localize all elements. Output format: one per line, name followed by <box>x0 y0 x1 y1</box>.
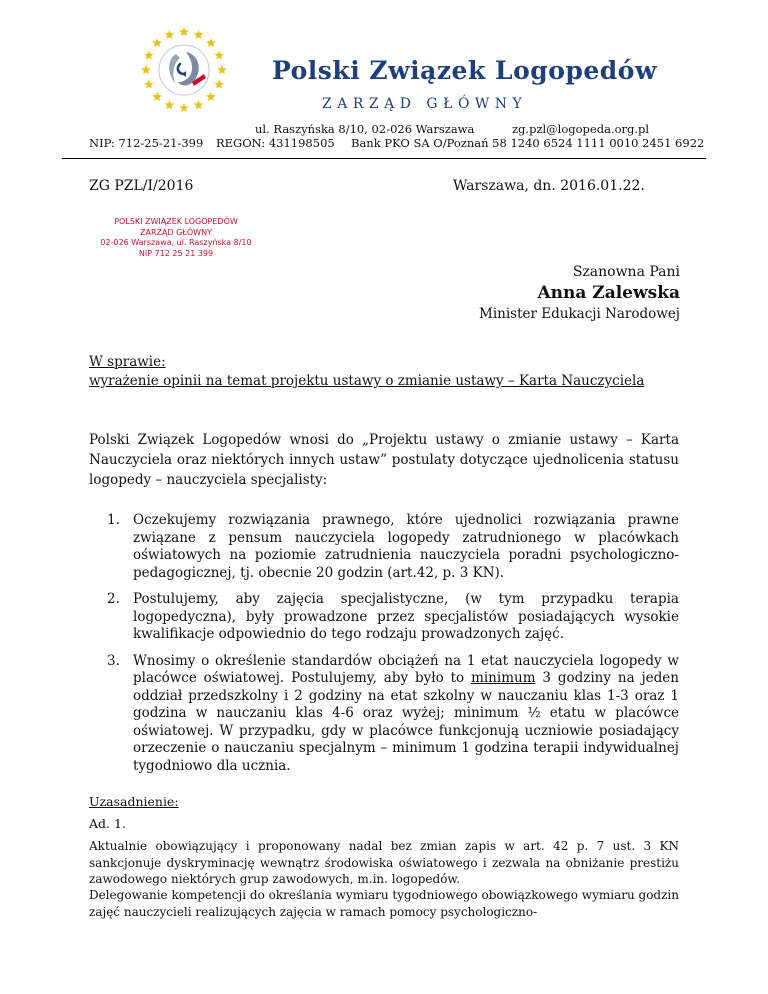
pzl-logo-icon <box>138 24 230 116</box>
org-regon: REGON: 431198505 <box>216 136 335 150</box>
star-icon <box>179 103 189 112</box>
star-icon <box>214 50 224 59</box>
star-icon <box>179 27 189 36</box>
org-stamp <box>86 217 266 259</box>
org-email[interactable]: zg.pzl@logopeda.org.pl <box>512 122 650 136</box>
salutation: Szanowna Pani <box>572 264 680 280</box>
stamp-line: NIP 712 25 21 399 <box>138 248 214 258</box>
list-item-number: 1. <box>107 512 120 528</box>
star-icon <box>165 100 175 109</box>
justification-paragraph: Aktualnie obowiązujący i proponowany nadal bez zmian zapis w art. 42 p. 7 ust. 3 KN sankcjonuje dyskryminację wewnątrz środowiska oświatowego i zezwala na obniżanie prestiżu zawodowego niektórych grup zawodowych, m.in. logopedów. <box>89 839 679 886</box>
star-icon <box>152 92 162 101</box>
intro-paragraph: Polski Związek Logopedów wnosi do „Projektu ustawy o zmianie ustawy – Karta Nauczyciela oraz niektórych innych ustaw” postulaty dotyczące ujednolicenia statusu logopedy – nauczyciela specjalisty: <box>89 432 679 488</box>
star-icon <box>214 80 224 89</box>
org-name: Polski Związek Logopedów <box>272 56 657 85</box>
subject-text: wyrażenie opinii na temat projektu ustawy o zmianie ustawy – Karta Nauczyciela <box>89 373 645 389</box>
star-icon <box>141 65 151 74</box>
list-item <box>107 591 679 644</box>
list-item-text-end: 3 godziny na jeden oddział przedszkolny i 2 godziny na etat szkolny w nauczaniu klas 1-3 oraz 1 godzina w nauczaniu klas 4-6 oraz wyżej; minimum ½ etatu w placówce oświatowej. W przypadku, gdy w placówce funkcjonują uczniowie posiadający orzeczenie o nauczaniu specjalnym – minimum 1 godzina terapii indywidualnej tygodniowo dla ucznia. <box>133 670 679 774</box>
org-address: ul. Raszyńska 8/10, 02-026 Warszawa <box>255 122 475 136</box>
list-item <box>107 512 679 582</box>
recipient-name: Anna Zalewska <box>537 283 680 303</box>
reference-number: ZG PZL/I/2016 <box>89 178 194 194</box>
recipient-role: Minister Edukacji Narodowej <box>479 306 680 322</box>
subject-label: W sprawie: <box>89 354 166 370</box>
list-item-text: Oczekujemy rozwiązania prawnego, które ujednolici rozwiązania prawne związane z pensum nauczyciela logopedy zatrudnionego w placówkach oświatowych na poziomie zatrudnienia nauczyciela poradni psychologiczno-pedagogicznej, tj. obecnie 20 godzin (art.42, p. 3 KN). <box>133 512 679 581</box>
list-item-number: 3. <box>107 652 120 669</box>
letter-date: Warszawa, dn. 2016.01.22. <box>453 178 645 194</box>
star-icon <box>194 30 204 39</box>
postulates-list <box>107 512 679 784</box>
star-icon <box>165 30 175 39</box>
emphasized-word: minimum <box>471 670 536 686</box>
org-bank-account: Bank PKO SA O/Poznań 58 1240 6524 1111 0010 2451 6922 <box>351 136 705 150</box>
star-icon <box>206 38 216 47</box>
header-divider <box>62 158 706 159</box>
justification-heading: Uzasadnienie: <box>89 794 179 809</box>
star-icon <box>194 100 204 109</box>
justification-paragraph: Delegowanie kompetencji do określania wymiaru tygodniowego obowiązkowego wymiaru godzin zajęć nauczycieli realizujących zajęcia w ramach pomocy psychologiczno- <box>89 888 679 919</box>
list-item-number: 2. <box>107 591 120 607</box>
list-item-text-start: Wnosimy o określenie standardów obciążeń na 1 etat nauczyciela logopedy w placówce oświatowej. Postulujemy, aby było to <box>133 652 679 686</box>
list-item-text: Postulujemy, aby zajęcia specjalistyczne, (w tym przypadku terapia logopedyczna), były prowadzone przez specjalistów posiadających wysokie kwalifikacje odpowiednio do tego rodzaju prowadzonych zajęć. <box>133 591 679 642</box>
org-subtitle: ZARZĄD GŁÓWNY <box>322 96 528 112</box>
star-icon <box>144 80 154 89</box>
stamp-line: 02-026 Warszawa, ul. Raszyńska 8/10 <box>100 238 252 247</box>
star-icon <box>152 38 162 47</box>
star-icon <box>206 92 216 101</box>
justification-ad1: Ad. 1. <box>89 816 126 831</box>
stamp-line: ZARZĄD GŁÓWNY <box>140 227 212 237</box>
stamp-line: POLSKI ZWIĄZEK LOGOPEDÓW <box>114 217 238 226</box>
list-item <box>107 653 679 776</box>
star-icon <box>217 65 227 74</box>
org-nip: NIP: 712-25-21-399 <box>89 136 204 150</box>
star-icon <box>144 50 154 59</box>
